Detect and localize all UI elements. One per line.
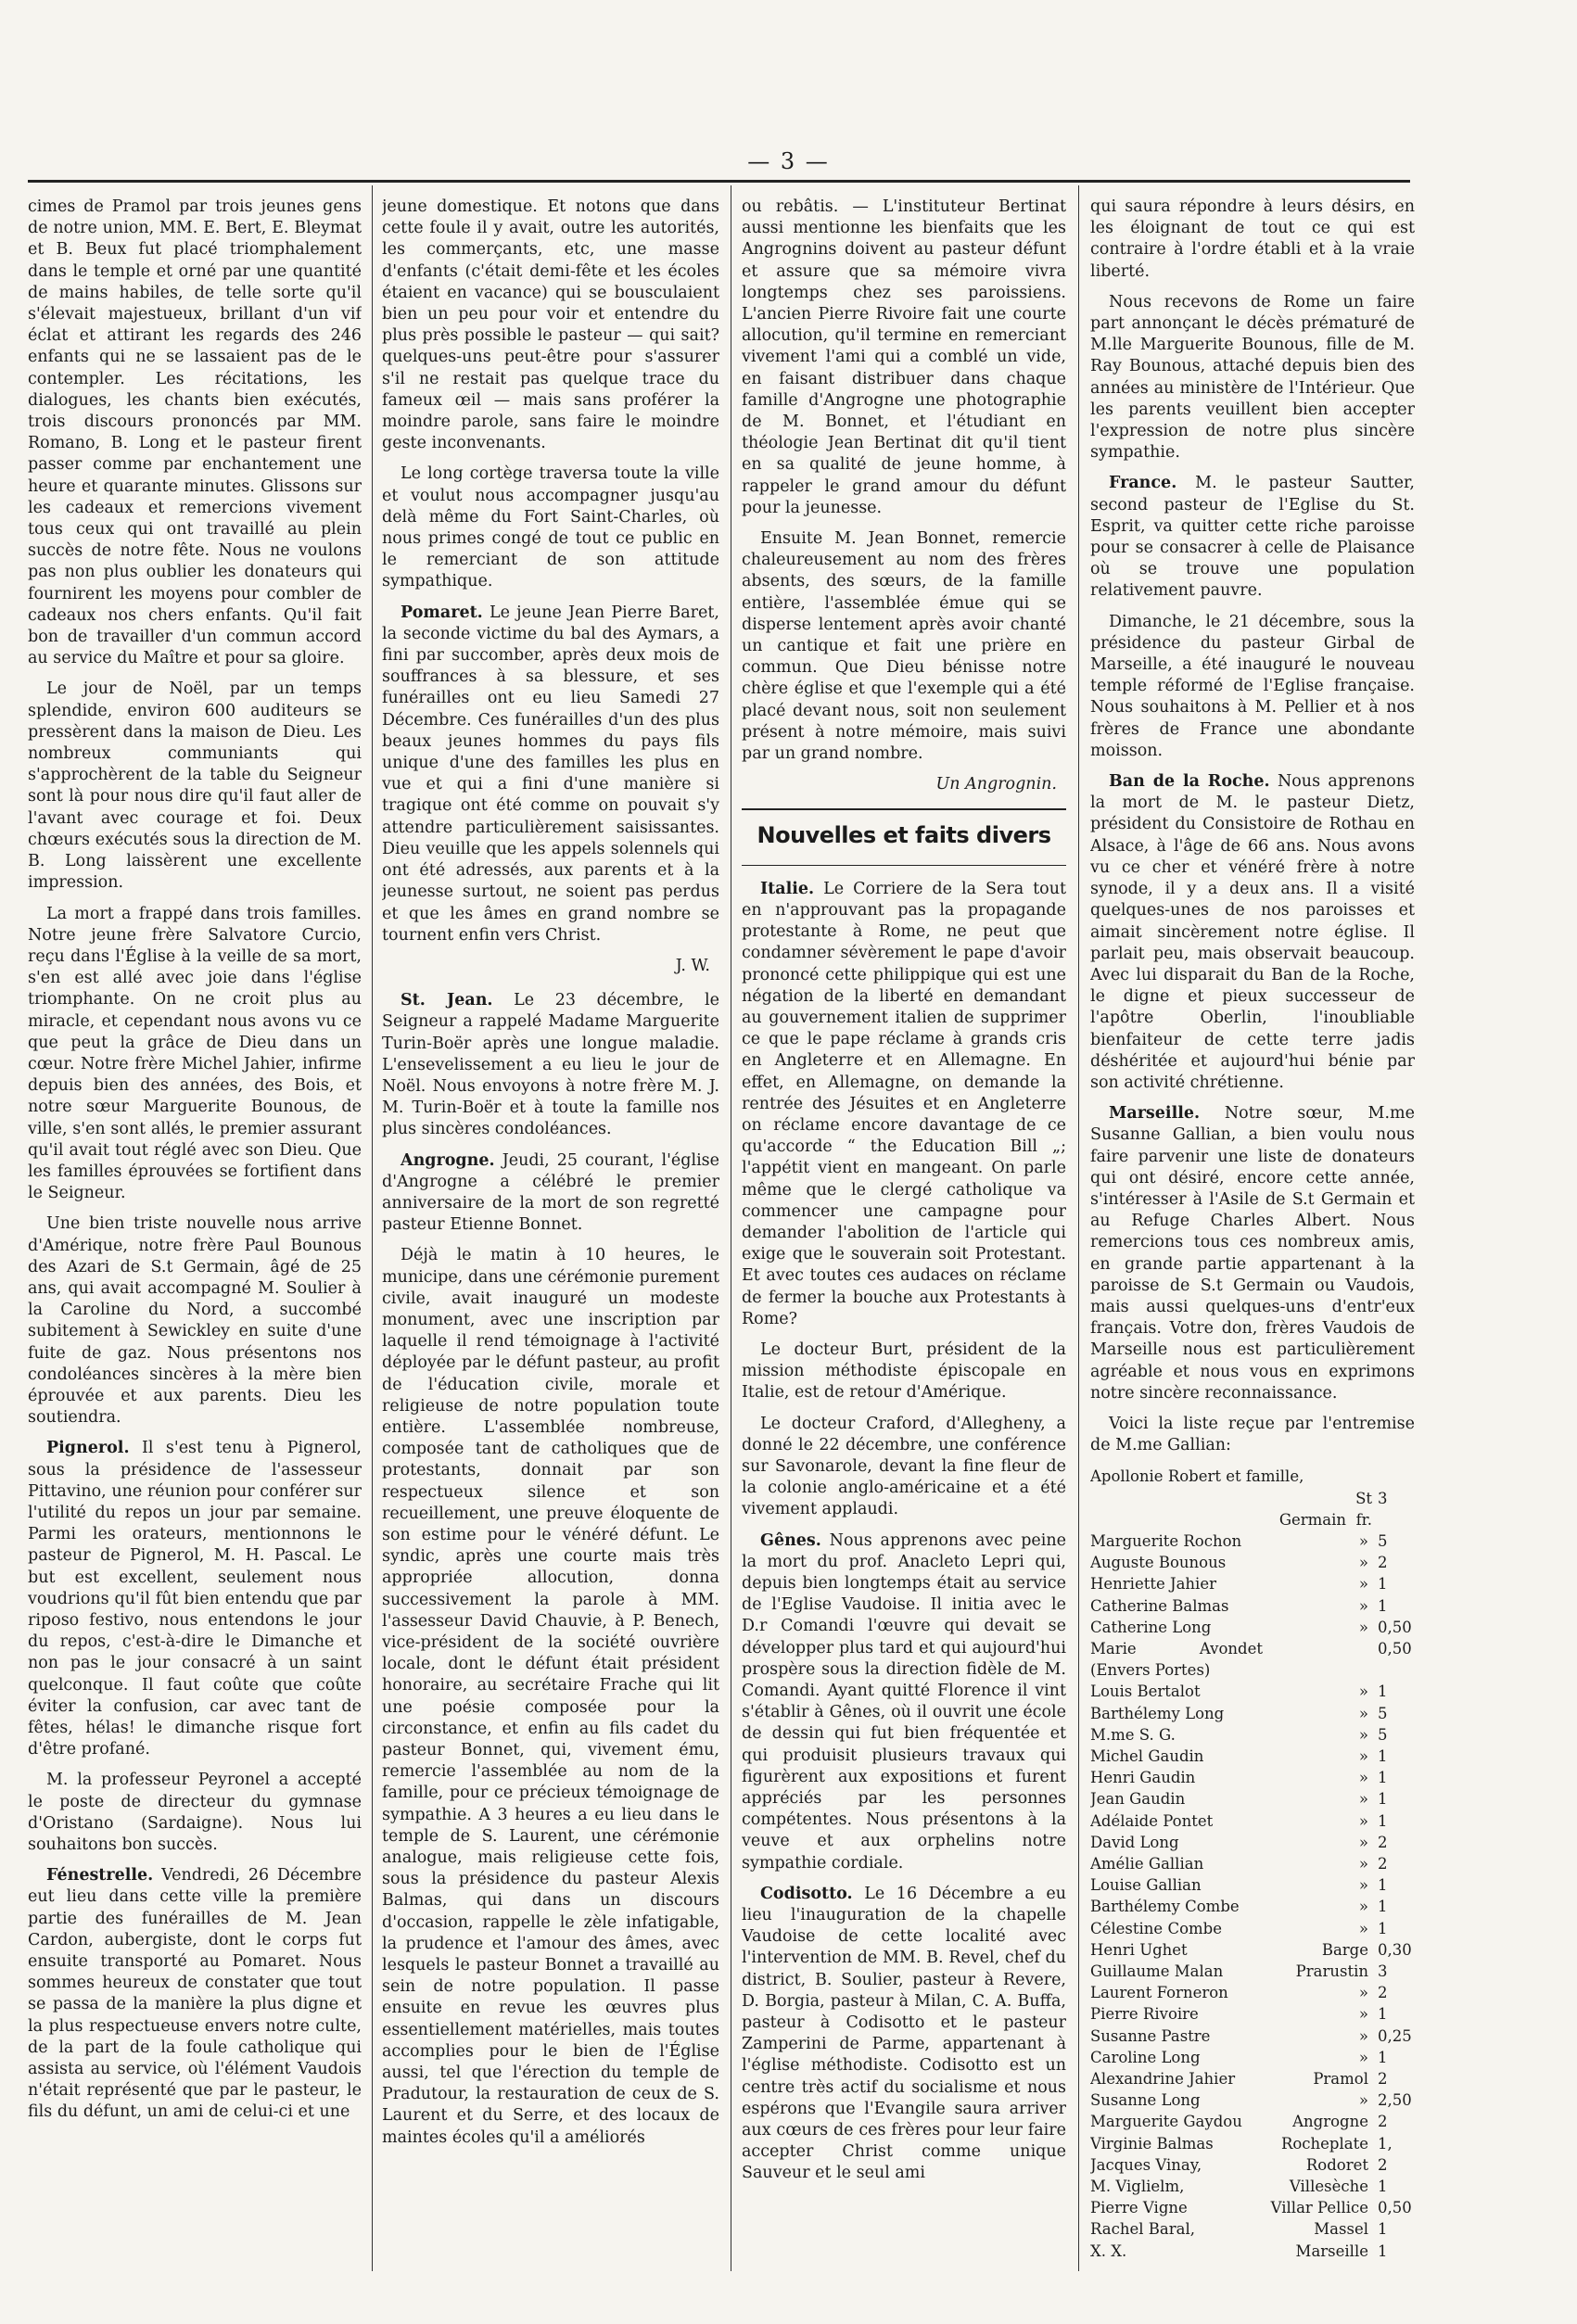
paragraph-text: Nous apprenons avec peine la mort du prof. Anacleto Lepri qui, depuis bien longtemps était au service de l'Eglise Vaudoise. Il initia avec le D.r Comandi l'œuvre qui devait se développer plus tard et qui aujourd'hui prospère sous la direction fidèle de M. Comandi. Ayant quitté Florence il vint s'établir à Gênes, où il ouvrit une école de dessin qui fut bien fréquentée et qui produisit plusieurs travaux qui figurèrent aux expositions et furent appréciés par les personnes compétentes. Nous présentons à la veuve et aux orphelins notre sympathie cordiale.	[742, 1530, 1066, 1873]
donor-location: »	[1358, 1790, 1368, 1809]
donor-rows	[1090, 1530, 1415, 2262]
donor-row	[1090, 2176, 1415, 2197]
paragraph-text: M. le pasteur Sautter, second pasteur de l'Eglise du St. Esprit, va quitter cette riche paroisse pour se consacrer à celle de Plaisance où se trouve une population relativement pauvre.	[1090, 474, 1415, 601]
donor-name: Laurent Forneron	[1090, 1984, 1228, 2002]
paragraph-text: Une bien triste nouvelle nous arrive d'Amérique, notre frère Paul Bounous des Azari de S.t Germain, âgé de 25 ans, qui avait accompagné M. Soulier à la Caroline du Nord, a succombé subitement à Sewickley en suite d'une fuite de gaz. Nous présentons nos condoléances sincères à la mère bien éprouvée et aux parents. Dieu les soutiendra.	[28, 1214, 362, 1428]
paragraph-text: Vendredi, 26 Décembre eut lieu dans cette ville la première partie des funérailles de M. Jean Cardon, aubergiste, dont le corps fut ensuite transporté au Pomaret. Nous sommes heureux de constater que tout se passa de la manière la plus digne et la plus respectueuse envers notre culte, de la part de la foule catholique qui assista au service, où l'élément Vaudois n'était représenté que par le pasteur, le fils du défunt, un ami de celui-ci et une	[28, 1866, 362, 2122]
donor-row	[1090, 1832, 1415, 1853]
paragraph	[742, 528, 1066, 765]
donor-amount: 1	[1378, 1769, 1388, 1787]
donor-name: Catherine Balmas	[1090, 1596, 1229, 1615]
donor-name: Marie Avondet (Envers Portes)	[1090, 1640, 1263, 1680]
donor-location: Barge	[1321, 1940, 1368, 1959]
currency: fr.	[1355, 1510, 1372, 1529]
paragraph-text: Le 16 Décembre a eu lieu l'inauguration de la chapelle Vaudoise de cette localité avec l'intervention de MM. B. Revel, chef du district, B. Soulier, pasteur à Revere, D. Borgia, pasteur à Milan, C. A. Buffa, pasteur à Codisotto et le pasteur Zamperini de Parme, appartenant à l'église méthodiste. Codisotto est un centre très actif du socialisme et nous espérons que l'Evangile saura arriver aux cœurs de ces frères pour leur faire accepter Christ comme unique Sauveur et le seul ami	[742, 1884, 1066, 2183]
donor-name: Susanne Pastre	[1090, 2026, 1211, 2045]
paragraph	[742, 1340, 1066, 1404]
donor-row	[1090, 2197, 1415, 2218]
donor-location: Rocheplate	[1280, 2134, 1368, 2153]
donor-amount: 1,	[1378, 2134, 1393, 2153]
donor-row	[1090, 1703, 1415, 1724]
donor-amount: 2	[1378, 1833, 1388, 1851]
section-heading: Nouvelles et faits divers	[757, 822, 1051, 849]
donor-name: Pierre Rivoire	[1090, 2005, 1199, 2024]
paragraph	[28, 1213, 362, 1429]
donor-amount: 2	[1378, 2070, 1388, 2089]
donor-amount: 2	[1378, 2113, 1388, 2131]
donor-amount: 1	[1378, 2005, 1388, 2024]
donor-row	[1090, 2133, 1415, 2154]
paragraph-text: Le docteur Burt, président de la mission méthodiste épiscopale en Italie, est de retour d'Amérique.	[742, 1340, 1066, 1403]
paragraph	[28, 1770, 362, 1856]
donor-name: Apollonie Robert et famille,	[1090, 1467, 1304, 1486]
paragraph	[382, 1245, 719, 2149]
paragraph-text: Voici la liste reçue par l'entremise de M.me Gallian:	[1090, 1414, 1415, 1455]
donor-name: Louis Bertalot	[1090, 1683, 1201, 1701]
paragraph	[382, 990, 719, 1140]
paragraph	[1090, 771, 1415, 1094]
donor-location: »	[1358, 1575, 1368, 1594]
column-3	[742, 197, 1066, 2273]
donor-amount: 1	[1378, 1811, 1388, 1830]
donor-location: »	[1358, 1833, 1368, 1851]
donor-name: Virginie Balmas	[1090, 2134, 1214, 2153]
donor-amount: 0,30	[1378, 1940, 1412, 1959]
place-heading: Pignerol.	[46, 1439, 130, 1458]
donor-location	[1266, 1638, 1368, 1681]
paragraph-text: Le 23 décembre, le Seigneur a rappelé Madame Marguerite Turin-Boër après une longue maladie. L'ensevelissement a eu lieu le jour de Noël. Nous envoyons à notre frère M. J. M. Turin-Boër et à toute la famille nos plus sincères condoléances.	[382, 991, 719, 1139]
donor-amount: 5	[1378, 1704, 1388, 1722]
paragraph	[1090, 292, 1415, 464]
donor-location: »	[1358, 1596, 1368, 1615]
donor-row	[1090, 1681, 1415, 1702]
donor-row	[1090, 1617, 1415, 1638]
donor-location: St Germain fr.	[1278, 1489, 1372, 1529]
donor-name: Henriette Jahier	[1090, 1575, 1216, 1594]
article-text	[742, 879, 1066, 2185]
donor-row	[1090, 1746, 1415, 1767]
article-text	[382, 197, 719, 946]
donor-row	[1090, 1874, 1415, 1896]
donor-row	[1090, 1530, 1415, 1552]
donor-row	[1090, 1982, 1415, 2003]
paragraph	[742, 1884, 1066, 2185]
donor-row	[1090, 2003, 1415, 2025]
donor-row	[1090, 1853, 1415, 1874]
paragraph-text: Nous apprenons la mort de M. le pasteur Dietz, président du Consistoire de Rothau en Alsace, à l'âge de 66 ans. Nous avons vu ce cher et vénéré frère à notre synode, il y a deux ans. Il a visité quelques-unes de nos paroisses et aimait sincèrement notre église. Il parlait peu, mais observait beaucoup. Avec lui disparait du Ban de la Roche, le digne et pieux successeur de l'apôtre Oberlin, l'inoubliable bienfaiteur de cette terre jadis déshéritée et aujourd'hui bénie par son activité chrétienne.	[1090, 772, 1415, 1092]
donor-location: Angrogne	[1292, 2113, 1368, 2131]
donor-location: »	[1358, 2005, 1368, 2024]
donor-amount: 1	[1378, 2220, 1388, 2239]
donor-location: »	[1358, 1919, 1368, 1937]
donor-amount: 2	[1378, 1984, 1388, 2002]
donor-location: »	[1358, 1747, 1368, 1766]
donor-row	[1090, 2154, 1415, 2176]
donor-name: Auguste Bounous	[1090, 1554, 1227, 1572]
donor-row	[1090, 2026, 1415, 2047]
paragraph	[382, 197, 719, 454]
article-text	[1090, 197, 1415, 1456]
donor-location: »	[1358, 1531, 1368, 1550]
donor-location: »	[1358, 2026, 1368, 2045]
donor-amount: 2,50	[1378, 2091, 1412, 2110]
donor-name: Jacques Vinay,	[1090, 2155, 1202, 2174]
place-heading: St. Jean.	[401, 991, 493, 1010]
donor-location: »	[1358, 1811, 1368, 1830]
donor-row	[1090, 2111, 1415, 2132]
paragraph-text: ou rebâtis. — L'instituteur Bertinat aussi mentionne les bienfaits que les Angrognins doivent au pasteur défunt et assure que sa mémoire vivra longtemps chez ses paroissiens. L'ancien Pierre Rivoire fait une courte allocution, qu'il termine en remerciant vivement l'ami qui a comblé un vide, en faisant distribuer dans chaque famille d'Angrogne une photographie de M. Bonnet, et l'étudiant en théologie Jean Bertinat dit qu'il tient en sa qualité de jeune homme, à rappeler le grand amour du défunt pour la jeunesse.	[742, 197, 1066, 517]
donor-location: Pramol	[1313, 2070, 1368, 2089]
donor-row	[1090, 1595, 1415, 1617]
donor-row	[1090, 1573, 1415, 1594]
column-rule	[1078, 185, 1079, 2271]
paragraph	[742, 197, 1066, 519]
donor-amount: 2	[1378, 2155, 1388, 2174]
donor-amount: 2	[1378, 1855, 1388, 1873]
donor-amount: 0,50	[1378, 1640, 1412, 1657]
signature: J. W.	[675, 956, 710, 975]
donor-name: Barthélemy Long	[1090, 1704, 1225, 1722]
paragraph	[742, 879, 1066, 1330]
donor-name: Jean Gaudin	[1090, 1790, 1186, 1809]
paragraph-text: Déjà le matin à 10 heures, le municipe, dans une cérémonie purement civile, avait inauguré un modeste monument, avec une inscription par laquelle il rend témoignage à l'activité déployée par le défunt pasteur, au profit de l'éducation civile, morale et religieuse de notre population toute entière. L'assemblée nombreuse, composée tant de catholiques que de protestants, donnait par son respectueux silence et son recueillement, une preuve éloquente de son estime pour le vénéré défunt. Le syndic, après une courte mais très appropriée allocution, donna successivement la parole à MM. l'assesseur David Chauvie, à P. Benech, vice-président de la société ouvrière locale, dont le défunt était président honoraire, au secrétaire Frache qui lit une poésie composée pour la circonstance, et enfin au fils cadet du pasteur Bonnet, qui, vivement ému, remercie l'assemblée au nom de la famille, pour ce précieux témoignage de sympathie. A 3 heures a eu lieu dans le temple de S. Laurent, une cérémonie analogue, mais religieuse cette fois, sous la présidence du pasteur Alexis Balmas, qui dans un discours d'occasion, rappelle le zèle infatigable, la prudence et l'amour des âmes, avec lesquels le pasteur Bonnet a travaillé au sein de notre population. Il passe ensuite en revue les œuvres plus essentiellement matérielles, mais toutes accomplies pour le bien de l'Église aussi, tel que l'érection du temple de Pradutour, la restauration de ceux de S. Laurent et du Serre, et des locaux de maintes écoles qu'il a améliorés	[382, 1246, 719, 2147]
donor-amount: 1	[1378, 1919, 1388, 1937]
paragraph-text: Jeudi, 25 courant, l'église d'Angrogne a célébré le premier anniversaire de la mort de son regretté pasteur Etienne Bonnet.	[382, 1150, 719, 1235]
article-text	[742, 197, 1066, 765]
donor-location: Massel	[1314, 2220, 1368, 2239]
paragraph-text: Le long cortège traversa toute la ville et voulut nous accompagner jusqu'au delà même du Fort Saint-Charles, où nous primes congé de tout ce public en le remerciant de son attitude sympathique.	[382, 464, 719, 591]
donor-name: Célestine Combe	[1090, 1919, 1222, 1937]
donor-location: »	[1358, 1554, 1368, 1572]
donor-list	[1090, 1466, 1415, 2262]
donor-location: »	[1358, 2091, 1368, 2110]
donor-name: Marguerite Rochon	[1090, 1531, 1242, 1550]
donor-name: X. X.	[1090, 2241, 1127, 2260]
paragraph	[1090, 1103, 1415, 1404]
donor-name: Marguerite Gaydou	[1090, 2113, 1242, 2131]
donor-name: M. Viglielm,	[1090, 2178, 1185, 2196]
donor-row	[1090, 1638, 1415, 1681]
donor-amount: 1	[1378, 1790, 1388, 1809]
donor-location: »	[1358, 1898, 1368, 1916]
article-text	[382, 990, 719, 2149]
donor-location: »	[1358, 1725, 1368, 1744]
paragraph	[742, 1530, 1066, 1874]
place-heading: France.	[1109, 474, 1177, 493]
signature: Un Angrognin.	[935, 775, 1057, 794]
donor-amount: 3	[1378, 1489, 1388, 1507]
place-heading: Codisotto.	[760, 1884, 853, 1903]
donor-amount: 1	[1378, 1747, 1388, 1766]
donor-location: »	[1358, 1618, 1368, 1636]
paragraph	[382, 603, 719, 946]
donor-amount: 0,50	[1378, 1618, 1412, 1636]
donor-amount: 1	[1378, 1596, 1388, 1615]
donor-name: Michel Gaudin	[1090, 1747, 1204, 1766]
donor-location: »	[1358, 1855, 1368, 1873]
donor-location: »	[1358, 1704, 1368, 1722]
paragraph-text: Nous recevons de Rome un faire part annonçant le décès prématuré de M.lle Marguerite Bounous, fille de M. Ray Bounous, attaché depuis bien des années au ministère de l'Intérieur. Que les parents veuillent bien accepter l'expression de notre plus sincère sympathie.	[1090, 292, 1415, 463]
donor-name: M.me S. G.	[1090, 1725, 1176, 1744]
paragraph	[742, 1414, 1066, 1521]
donor-location: »	[1358, 1769, 1368, 1787]
donor-location: Prarustin	[1295, 1962, 1368, 1981]
donor-name: Susanne Long	[1090, 2091, 1201, 2110]
donor-amount: 5	[1378, 1531, 1388, 1550]
donor-amount: 1	[1378, 1876, 1388, 1895]
donor-list-header	[1090, 1466, 1415, 1530]
paragraph	[28, 1865, 362, 2123]
donor-amount: 1	[1378, 2178, 1388, 2196]
paragraph	[1090, 197, 1415, 283]
column-2	[382, 197, 719, 2273]
place-heading: Ban de la Roche.	[1109, 772, 1270, 792]
donor-row	[1090, 1552, 1415, 1573]
donor-row	[1090, 2089, 1415, 2111]
donor-row	[1090, 1788, 1415, 1810]
donor-location: »	[1358, 1683, 1368, 1701]
donor-name: Caroline Long	[1090, 2048, 1201, 2066]
paragraph-text: Le jeune Jean Pierre Baret, la seconde victime du bal des Aymars, a fini par succomber, après deux mois de souffrances à sa blessure, et ses funérailles ont eu lieu Samedi 27 Décembre. Ces funérailles d'un des plus beaux jeunes hommes du pays fils unique d'une des familles les plus en vue et qui a fini d'une manière si tragique ont été comme on pouvait s'y attendre particulièrement saisissantes. Dieu veuille que les appels solennels qui ont été adressés, aux parents et à la jeunesse surtout, ne soient pas perdus et que les âmes en grand nombre se tournent enfin vers Christ.	[382, 603, 719, 945]
donor-name: David Long	[1090, 1833, 1179, 1851]
donor-name: Louise Gallian	[1090, 1876, 1202, 1895]
column-4	[1090, 197, 1415, 2273]
donor-row	[1090, 1939, 1415, 1961]
place-heading: Fénestrelle.	[46, 1866, 154, 1886]
paragraph-text: Ensuite M. Jean Bonnet, remercie chaleureusement au nom des frères absents, des sœurs, de la famille entière, l'assemblée émue qui se disperse lentement après avoir chanté un cantique et fait une prière en commun. Que Dieu bénisse notre chère église et que l'exemple qui a été placé devant nous, soit non seulement présent à notre mémoire, mais suivi par un grand nombre.	[742, 529, 1066, 764]
place-heading: Marseille.	[1109, 1104, 1201, 1124]
page-number: — 3 —	[747, 148, 830, 174]
donor-amount: 1	[1378, 1898, 1388, 1916]
paragraph-text: qui saura répondre à leurs désirs, en les éloignant de tout ce qui est contraire à l'ordre établi et à la vraie liberté.	[1090, 197, 1415, 281]
donor-location: »	[1358, 1876, 1368, 1895]
donor-amount: 3	[1378, 1962, 1388, 1981]
donor-amount: 1	[1378, 2241, 1388, 2260]
donor-location: Marseille	[1295, 2241, 1368, 2260]
donor-name: Barthélemy Combe	[1090, 1898, 1240, 1916]
donor-name: Adélaide Pontet	[1090, 1811, 1214, 1830]
donor-row	[1090, 2241, 1415, 2262]
donor-amount: 1	[1378, 1575, 1388, 1594]
place-heading: Pomaret.	[401, 603, 483, 622]
paragraph-text: Dimanche, le 21 décembre, sous la présidence du pasteur Girbal de Marseille, a été inauguré le nouveau temple réformé de l'Eglise française. Nous souhaitons à M. Pellier et à nos frères de France une abondante moisson.	[1090, 612, 1415, 760]
paragraph	[382, 464, 719, 592]
donor-amount: 0,50	[1378, 2199, 1412, 2217]
donor-row	[1090, 1896, 1415, 1917]
paragraph	[28, 904, 362, 1205]
paragraph-text: Il s'est tenu à Pignerol, sous la présidence de l'assesseur Pittavino, une réunion pour conférer sur l'utilité du repos un jour par semaine. Parmi les orateurs, mentionnons le pasteur de Pignerol, M. H. Pascal. Le but est excellent, seulement nous voudrions qu'il fût bien entendu que par riposo festivo, nous entendons le jour du repos, c'est-à-dire le Dimanche et non pas le jour consacré à un saint quelconque. Il faut coûte que coûte éviter la confusion, car avec tant de fêtes, hélas! le dimanche risque fort d'être profané.	[28, 1439, 362, 1759]
donor-amount: 0,25	[1378, 2026, 1412, 2045]
paragraph-text: La mort a frappé dans trois familles. Notre jeune frère Salvatore Curcio, reçu dans l'Église à la veille de sa mort, s'en est allé avec joie dans l'église triomphante. On ne croit plus au miracle, et cependant nous avons vu ce que peut la grâce de Dieu dans un cœur. Notre frère Michel Jahier, infirme depuis bien des années, des Bois, et notre sœur Marguerite Bounous, de ville, s'en sont allés, le premier assurant qu'il avait tout réglé avec son Dieu. Que les familles éprouvées se fortifient dans le Seigneur.	[28, 904, 362, 1203]
donor-row	[1090, 1810, 1415, 1832]
donor-name: Guillaume Malan	[1090, 1962, 1224, 1981]
place-heading: Angrogne.	[401, 1150, 495, 1170]
paragraph-text: cimes de Pramol par trois jeunes gens de notre union, MM. E. Bert, E. Bleymat et B. Beux fut placé triomphalement dans le temple et orné par une quantité de mains habiles, de telle sorte qu'il s'élevait majestueux, brillant d'un vif éclat et attirant les regards des 246 enfants qui ne se lassaient pas de le contempler. Les récitations, les dialogues, les chants bien exécutés, trois discours prononcés par MM. Romano, B. Long et le pasteur firent passer comme par enchantement une heure et quarante minutes. Glissons sur les cadeaux et remercions vivement tous ceux qui ont travaillé au plein succès de notre fête. Nous ne voulons pas non plus oublier les donateurs qui fournirent les moyens pour combler de cadeaux nos chers enfants. Qu'il fait bon de travailler d'un commun accord au service du Maître et pour sa gloire.	[28, 197, 362, 668]
donor-location: »	[1358, 1984, 1368, 2002]
donor-row	[1090, 2068, 1415, 2089]
donor-name: Rachel Baral,	[1090, 2220, 1196, 2239]
donor-location: Villar Pellice	[1270, 2199, 1368, 2217]
column-1	[28, 197, 362, 2273]
donor-row	[1090, 1488, 1415, 1530]
paragraph	[382, 1150, 719, 1237]
donor-row	[1090, 1724, 1415, 1746]
donor-amount: 1	[1378, 2048, 1388, 2066]
donor-row	[1090, 1918, 1415, 1939]
donor-row	[1090, 1961, 1415, 1982]
donor-amount: 1	[1378, 1683, 1388, 1701]
donor-name: Amélie Gallian	[1090, 1855, 1204, 1873]
donor-row	[1090, 2047, 1415, 2068]
article-text	[28, 197, 362, 2124]
paragraph-text: Le docteur Craford, d'Allegheny, a donné le 22 décembre, une conférence sur Savonarole, devant la fine fleur de la colonie anglo-américaine et a été vivement applaudi.	[742, 1414, 1066, 1519]
donor-amount: 5	[1378, 1725, 1388, 1744]
donor-name: Henri Gaudin	[1090, 1769, 1196, 1787]
donor-name: Catherine Long	[1090, 1618, 1212, 1636]
paragraph-text: Notre sœur, M.me Susanne Gallian, a bien voulu nous faire parvenir une liste de donateurs qui ont désiré, encore cette année, s'intéresser à l'Asile de S.t Germain et au Refuge Charles Albert. Nous remercions tous ces nombreux amis, en grande partie appartenant à la paroisse de S.t Germain ou Vaudois, mais aussi quelques-uns d'entr'eux français. Votre don, frères Vaudois de Marseille nous est particulièrement agréable et nous vous en exprimons notre sincère reconnaissance.	[1090, 1104, 1415, 1403]
paragraph-text: M. la professeur Peyronel a accepté le poste de directeur du gymnase d'Oristano (Sardaigne). Nous lui souhaitons bon succès.	[28, 1771, 362, 1855]
donor-name: Pierre Vigne	[1090, 2199, 1188, 2217]
paragraph	[1090, 473, 1415, 602]
place-heading: Gênes.	[760, 1530, 821, 1550]
paragraph-text: jeune domestique. Et notons que dans cette foule il y avait, outre les autorités, les commerçants, etc, une masse d'enfants (c'était demi-fête et les écoles étaient en vacance) qui se bousculaient bien un peu pour voir et entendre du plus près possible le pasteur — qui sait? quelques-uns peut-être pour s'assurer s'il ne restait pas quelque trace du fameux œil — mais sans proférer la moindre parole, sans faire le moindre geste inconvenants.	[382, 197, 719, 453]
donor-name: Alexandrine Jahier	[1090, 2070, 1236, 2089]
donor-row	[1090, 1767, 1415, 1788]
donor-location: Villesèche	[1289, 2178, 1368, 2196]
paragraph-text: Le jour de Noël, par un temps splendide, environ 600 auditeurs se pressèrent dans la maison de Dieu. Les nombreux communiants qui s'approchèrent de la table du Seigneur sont là pour nous dire qu'il faut aller de l'avant avec courage et foi. Deux chœurs exécutés sous la direction de M. B. Long laissèrent une excellente impression.	[28, 679, 362, 893]
paragraph	[1090, 1414, 1415, 1456]
paragraph	[28, 679, 362, 894]
section-heading-box	[742, 808, 1066, 865]
donor-location: Rodoret	[1305, 2155, 1368, 2174]
donor-name: Henri Ughet	[1090, 1940, 1188, 1959]
header-rule	[28, 180, 1410, 183]
paragraph	[1090, 612, 1415, 762]
paragraph-text: Le Corriere de la Sera tout en n'approuvant pas la propagande protestante à Rome, ne peut que condamner sévèrement le pape d'avoir prononcé cette philippique qui est une négation de la liberté en demandant au gouvernement italien de supprimer ce que le pape réclame à grands cris en Angleterre et en Allemagne. En effet, en Allemagne, on demande la rentrée des Jésuites et en Angleterre on réclame encore davantage de ce qu'accorde “ the Education Bill „; l'appétit vient en mangeant. On parle même que le clergé catholique va commencer une campagne pour demander l'abolition de l'article qui exige que le souverain soit Protestant. Et avec toutes ces audaces on réclame de fermer la bouche aux Protestants à Rome?	[742, 879, 1066, 1328]
donor-amount: 2	[1378, 1554, 1388, 1572]
paragraph	[28, 197, 362, 669]
paragraph	[28, 1438, 362, 1760]
donor-row	[1090, 2218, 1415, 2240]
donor-location: »	[1358, 2048, 1368, 2066]
column-rule	[372, 185, 373, 2271]
place-heading: Italie.	[760, 879, 815, 898]
